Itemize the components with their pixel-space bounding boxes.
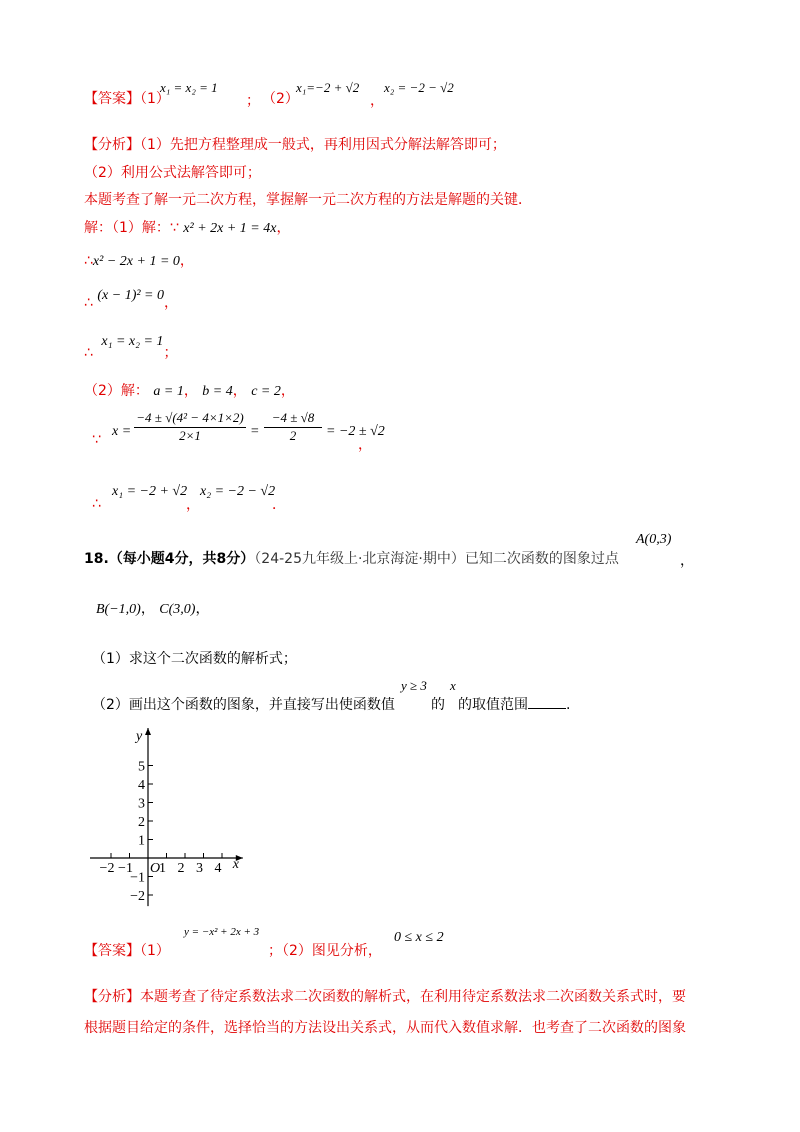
question-part-2-text-c [458,694,570,714]
answer-18-part2: ；（2）图见分析， [268,943,382,959]
point-a: A(0,3) [636,532,672,547]
analysis-label: 【分析】 [84,137,140,153]
answer-part2-label: （2） [262,91,299,107]
answer-separator: ； [246,93,260,109]
analysis-line-2: （2）利用公式法解答即可； [84,165,261,181]
sep: ， [232,383,247,399]
formula-equals: = [250,424,260,439]
fraction-1 [134,410,246,444]
y-tick-label: −1 [130,870,145,886]
formula-end: ， [358,437,372,453]
solution-step-5 [84,380,295,400]
fraction-1-numerator: −4 ± √(4² − 4×1×2) [134,410,246,428]
solution-step-2-math: x² − 2x + 1 = 0 [92,254,180,269]
question-part-1: （1）求这个二次函数的解析式； [92,651,297,667]
x-axis-label: x [232,857,240,872]
solution-final-x1: x₁ = −2 + √2 [112,484,188,499]
answer-label: 【答案】 [84,91,140,107]
x-tick-label: −2 [99,861,115,876]
end: ， [195,601,210,617]
condition-y: y ≥ 3 [401,678,427,693]
point-c: C(3,0) [159,602,196,617]
question-18-header [84,548,619,568]
answer-18-label [84,940,170,960]
answer-math-1: x₁ = x₂ = 1 [160,80,218,95]
formula-result: = −2 ± √2 [326,424,385,439]
solution-step-4 [84,330,178,361]
solution-step-3-end: ， [164,295,179,311]
solution-step-4-math: x₁ = x₂ = 1 [101,334,164,349]
analysis-line-3: 本题考查了解一元二次方程，掌握解一元二次方程的方法是解题的关键． [84,192,532,208]
sep: ， [280,383,295,399]
coordinate-plane [84,720,274,920]
question-part-2 [92,694,395,714]
y-tick-label: −2 [130,889,145,904]
therefore-symbol: ∴ [84,345,93,361]
analysis-line-1 [84,134,506,154]
answer-line-17 [84,88,170,108]
solution-step-3-math: (x − 1)² = 0 [97,288,165,303]
question-part-2-text-b: 的 [431,697,445,713]
y-tick-label: 4 [138,778,145,793]
answer-label: 【答案】 [84,943,140,959]
solution-step-1-prefix: 解：（1）解：∵ [84,220,179,236]
fraction-1-denominator: 2×1 [179,428,201,443]
variable-x: x [450,678,456,693]
answer-part1-label: （1） [140,91,170,107]
ticks [100,729,240,904]
x-tick-label: 3 [196,861,203,876]
analysis-label: 【分析】 [84,989,140,1005]
solution-final-end: ． [272,497,286,513]
formula-x: x = [112,424,132,439]
fraction-2 [264,410,322,444]
answer-comma: ， [370,93,384,109]
answer-18-range: 0 ≤ x ≤ 2 [394,930,444,945]
y-axis-arrow [145,728,151,735]
coef-a: a = 1 [153,384,184,399]
solution-step-1-end: ， [276,220,291,236]
y-axis-label: y [136,729,143,744]
analysis-18-line-2: 根据题目给定的条件，选择恰当的方法设出关系式，从而代入数值求解．也考查了二次函数的图象 [84,1020,686,1036]
x-tick-label: 1 [159,861,166,876]
therefore-symbol: ∴ [84,295,93,311]
coef-c: c = 2 [251,384,281,399]
origin-label: O [150,861,161,876]
x-tick-label: 2 [177,861,185,876]
answer-part1-label: （1） [140,943,170,959]
answer-blank[interactable] [528,696,566,709]
analysis-18-text-1: 本题考查了待定系数法求二次函数的解析式，在利用待定系数法求二次函数关系式时，要 [140,989,686,1005]
solution-step-1-math: x² + 2x + 1 = 4x [183,221,277,236]
answer-math-2a: x₁=−2 + √2 [296,80,360,95]
fraction-2-denominator: 2 [289,428,297,443]
solution-step-2 [84,250,194,270]
coef-b: b = 4 [202,384,233,399]
solution-step-3 [84,284,179,311]
solution-step-5-prefix: （2）解： [84,383,149,399]
range-prompt: 的取值范围 [458,697,528,713]
solution-step-2-end: ， [179,253,194,269]
answer-math-2b: x₂ = −2 − √2 [384,80,454,95]
question-source: （24-25九年级上·北京海淀·期中）已知二次函数的图象过点 [254,551,619,567]
therefore-symbol: ∴ [84,253,93,269]
y-tick-label: 3 [138,796,145,812]
analysis-18-line-1 [84,986,686,1006]
solution-step-1 [84,217,290,237]
points-b-c [96,598,209,618]
x-tick-label: −1 [118,861,133,876]
sep: ， [140,601,155,617]
answer-18-formula: y = −x² + 2x + 3 [184,926,260,938]
point-b: B(−1,0) [96,602,141,617]
because-symbol: ∵ [92,432,101,448]
y-tick-label: 2 [138,815,145,830]
therefore-symbol: ∴ [92,496,101,512]
sep: ， [183,383,198,399]
question-part-2-text-a: （2）画出这个函数的图象，并直接写出使函数值 [92,697,395,713]
fraction-2-numerator: −4 ± √8 [264,410,322,428]
end: . [566,697,571,713]
analysis-text-1: （1）先把方程整理成一般式，再利用因式分解法解答即可； [140,137,506,153]
sep: ， [186,497,200,513]
question-number: 18.（每小题4分，共8分） [84,551,255,567]
solution-step-4-end: ； [163,345,178,361]
y-tick-label: 5 [138,759,145,775]
x-tick-label: 4 [214,861,222,876]
comma: ， [680,553,694,569]
axes [90,728,243,906]
y-tick-label: 1 [138,833,145,849]
solution-final-x2: x₂ = −2 − √2 [200,484,276,499]
